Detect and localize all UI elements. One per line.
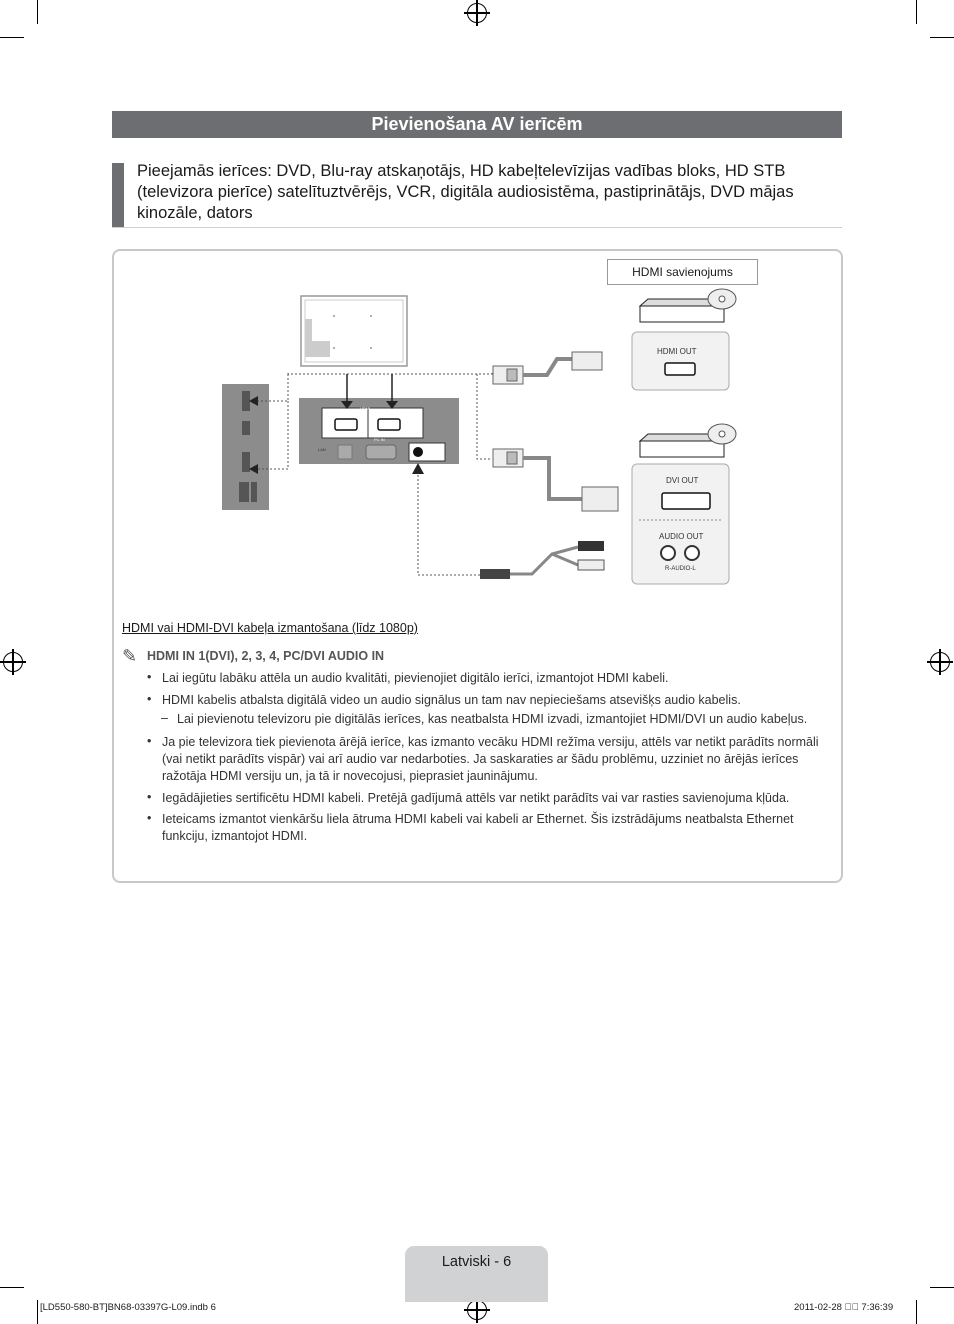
footer-datetime: 2011-02-28 ￿￿ 7:36:39 <box>794 1302 894 1313</box>
bullet-mark: • <box>147 734 152 748</box>
tv-side-panel <box>222 384 269 510</box>
list-item-text: Ja pie televizora tiek pievienota ārējā ierīce, kas izmanto vecāku HDMI režīma versiju, attēls var netikt parādīts normāli (vai netikt parādīts vispār) vai arī audio var nedarboties. Ja saskaraties ar šādu problēmu, uzziniet no ārējās ierīces ražotāja HDMI versiju un, ja tā ir novecojusi, pieprasiet jauninājumu. <box>162 735 819 783</box>
panel-hdmi-label: HDMI <box>360 406 371 411</box>
crop-mark <box>916 0 917 24</box>
pc-device-illustration <box>632 424 736 584</box>
registration-mark-icon <box>3 652 23 672</box>
hdmi-out-label: HDMI OUT <box>657 347 697 356</box>
list-item-text: Lai iegūtu labāku attēla un audio kvalitāti, pievienojiet digitālo ierīci, izmantojot HDMI kabeli. <box>162 671 669 685</box>
audio-cable <box>480 541 604 579</box>
section-title: Pievienošana AV ierīcēm <box>112 111 842 138</box>
bullet-mark: • <box>147 811 152 825</box>
panel-audio-label: PC/DVI AUDIO IN <box>429 445 443 460</box>
panel-pc-label: PC IN <box>374 437 385 442</box>
page-number-tab: Latviski - 6 <box>405 1246 548 1302</box>
connection-diagram <box>112 249 842 609</box>
registration-mark-icon <box>467 1300 487 1320</box>
intro-text: Pieejamās ierīces: DVD, Blu-ray atskaņotājs, HD kabeļtelevīzijas vadības bloks, HD STB (televizora pierīce) satelītuztvērējs, VCR, digitāla audiosistēma, pastiprinātājs, DVD mājas kinozāle, dators <box>137 162 794 222</box>
list-item-text: Ieteicams izmantot vienkāršu liela ātruma HDMI kabeli vai kabeli ar Ethernet. Šis izstrādājums neatbalsta Ethernet funkciju, izmantojot HDMI. <box>162 812 794 843</box>
crop-mark <box>930 1287 954 1288</box>
footer-file-name: [LD550-580-BT]BN68-03397G-L09.indb 6 <box>40 1302 216 1313</box>
hdmi-connection-tag: HDMI savienojums <box>607 259 758 285</box>
ports-list: HDMI IN 1(DVI), 2, 3, 4, PC/DVI AUDIO IN <box>147 649 385 663</box>
crop-mark <box>916 1300 917 1324</box>
bullet-mark: • <box>147 692 152 706</box>
audio-out-label: AUDIO OUT <box>659 532 704 541</box>
r-audio-l-label: R-AUDIO-L <box>665 566 696 572</box>
list-item-text: HDMI kabelis atbalsta digitālā video un audio signālus un tam nav nepieciešams atsevišķs audio kabelis. <box>162 693 741 707</box>
crop-mark <box>0 37 24 38</box>
hdmi-dvi-cable <box>493 449 618 511</box>
crop-mark <box>930 37 954 38</box>
crop-mark <box>0 1287 24 1288</box>
intro-accent-bar <box>112 163 124 227</box>
panel-lan-label: LAN <box>318 447 326 452</box>
list-item-text: Lai pievienotu televizoru pie digitālās ierīces, kas neatbalsta HDMI izvadi, izmantojiet HDMI/DVI un audio kabeļus. <box>177 712 808 726</box>
crop-mark <box>37 0 38 24</box>
tv-back-illustration <box>301 296 407 366</box>
registration-mark-icon <box>930 652 950 672</box>
crop-mark <box>37 1300 38 1324</box>
bullet-mark: • <box>147 790 152 804</box>
note-pen-icon: ✎ <box>122 646 138 666</box>
dash-mark: – <box>161 711 168 725</box>
panel-dvi-label: DVI <box>409 424 416 429</box>
subheading: HDMI vai HDMI-DVI kabeļa izmantošana (līdz 1080p) <box>122 621 418 635</box>
dvd-player-illustration <box>632 289 736 390</box>
bullet-mark: • <box>147 670 152 684</box>
intro-block <box>112 163 842 228</box>
hdmi-cable <box>493 352 602 384</box>
dvi-out-label: DVI OUT <box>666 476 699 485</box>
registration-mark-icon <box>467 3 487 23</box>
list-item-text: Iegādājieties sertificētu HDMI kabeli. Pretējā gadījumā attēls var netikt parādīts vai var rasties savienojuma kļūda. <box>162 791 790 805</box>
